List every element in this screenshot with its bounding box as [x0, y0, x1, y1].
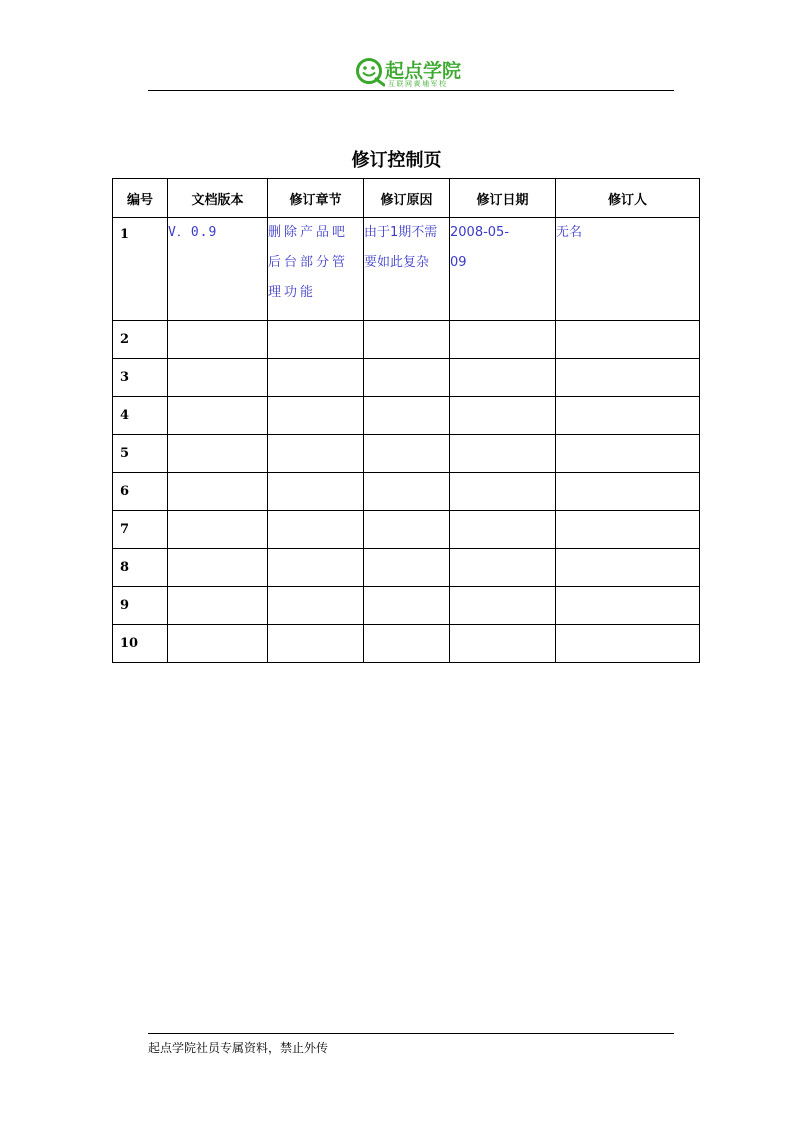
version-cell: [168, 435, 268, 473]
section-cell: [268, 549, 364, 587]
column-header-date: 修订日期: [450, 179, 556, 218]
date-cell: [450, 321, 556, 359]
table-row: [113, 587, 700, 625]
table-row: [113, 511, 700, 549]
footer-divider: [148, 1033, 674, 1034]
reason-cell: [364, 397, 450, 435]
reason-cell: [364, 359, 450, 397]
table-row: [113, 549, 700, 587]
date-cell: [450, 625, 556, 663]
row-number: 8: [113, 549, 168, 587]
version-cell: [168, 587, 268, 625]
reason-cell: 由于1期不需要如此复杂: [364, 218, 450, 321]
row-number: 9: [113, 587, 168, 625]
version-cell: [168, 549, 268, 587]
table-row: [113, 218, 700, 321]
section-cell: [268, 397, 364, 435]
table-row: [113, 321, 700, 359]
revision-table: [112, 178, 700, 663]
row-number: 1: [113, 218, 168, 321]
row-number: 4: [113, 397, 168, 435]
reviser-cell: [556, 473, 700, 511]
date-cell: [450, 359, 556, 397]
row-number: 5: [113, 435, 168, 473]
column-header-version: 文档版本: [168, 179, 268, 218]
section-cell: [268, 587, 364, 625]
reason-cell: [364, 625, 450, 663]
brand-logo: [355, 56, 467, 90]
column-header-reason: 修订原因: [364, 179, 450, 218]
section-cell: [268, 511, 364, 549]
reviser-cell: [556, 435, 700, 473]
page-header: [148, 52, 674, 92]
reviser-cell: [556, 359, 700, 397]
reviser-cell: [556, 511, 700, 549]
reviser-cell: [556, 625, 700, 663]
date-cell: [450, 549, 556, 587]
reason-cell: [364, 549, 450, 587]
table-row: [113, 625, 700, 663]
reason-cell: [364, 511, 450, 549]
section-cell: 删除产品吧后台部分管理功能: [268, 218, 364, 321]
section-cell: [268, 359, 364, 397]
reason-cell: [364, 473, 450, 511]
page-title: 修订控制页: [351, 150, 442, 171]
section-cell: [268, 625, 364, 663]
version-cell: [168, 359, 268, 397]
row-number: 10: [113, 625, 168, 663]
table-row: [113, 435, 700, 473]
date-value: 2008-05-09: [450, 225, 510, 270]
section-cell: [268, 321, 364, 359]
reason-cell: [364, 587, 450, 625]
column-header-section: 修订章节: [268, 179, 364, 218]
table-header-row: [113, 179, 700, 218]
version-cell: [168, 473, 268, 511]
date-cell: [450, 397, 556, 435]
row-number: 7: [113, 511, 168, 549]
reviser-cell: [556, 549, 700, 587]
reason-cell: [364, 321, 450, 359]
reviser-cell: [556, 321, 700, 359]
version-cell: [168, 625, 268, 663]
version-cell: [168, 397, 268, 435]
date-cell: [450, 435, 556, 473]
reviser-cell: [556, 397, 700, 435]
logo-title: 起点学院: [385, 60, 462, 82]
header-divider: [148, 90, 674, 91]
date-cell: [450, 218, 556, 321]
logo-subtitle: 互联网黄埔军校: [388, 80, 448, 88]
row-number: 6: [113, 473, 168, 511]
version-cell: [168, 511, 268, 549]
date-cell: [450, 473, 556, 511]
date-cell: [450, 511, 556, 549]
column-header-number: 编号: [113, 179, 168, 218]
reviser-cell: [556, 587, 700, 625]
footer-notice: 起点学院社员专属资料，禁止外传: [148, 1041, 329, 1055]
section-cell: [268, 435, 364, 473]
reviser-cell: 无名: [556, 218, 700, 321]
reason-cell: [364, 435, 450, 473]
version-cell: [168, 321, 268, 359]
table-row: [113, 359, 700, 397]
section-cell: [268, 473, 364, 511]
row-number: 3: [113, 359, 168, 397]
date-cell: [450, 587, 556, 625]
table-row: [113, 473, 700, 511]
table-row: [113, 397, 700, 435]
row-number: 2: [113, 321, 168, 359]
smiley-q-icon: [355, 57, 385, 87]
column-header-reviser: 修订人: [556, 179, 700, 218]
version-cell: V．0.9: [168, 218, 268, 321]
